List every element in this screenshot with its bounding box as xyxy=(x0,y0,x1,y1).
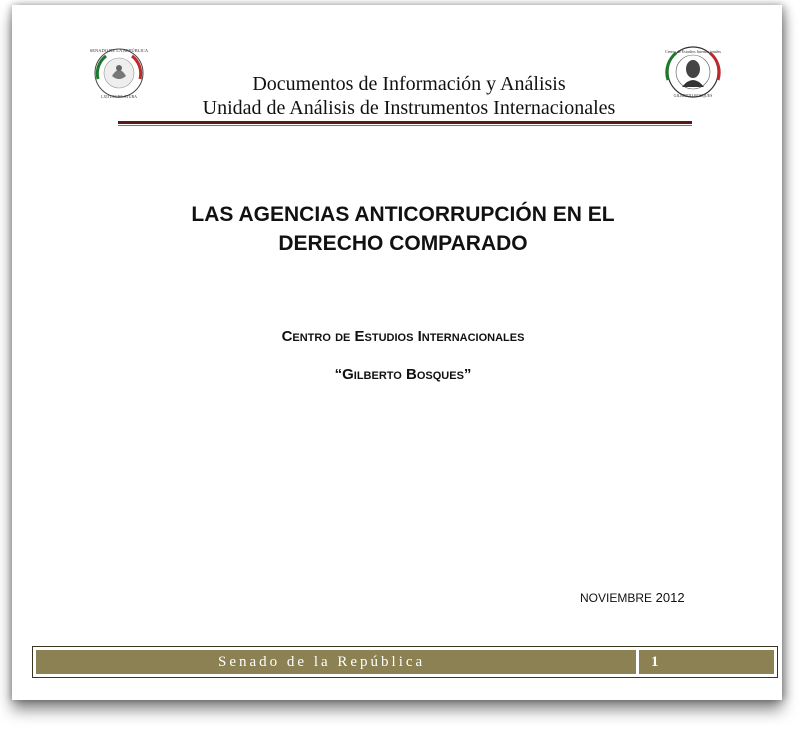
page-number: 1 xyxy=(639,650,774,674)
author-name: “Gilberto Bosques” xyxy=(334,366,472,383)
svg-text:LXII LEGISLATURA: LXII LEGISLATURA xyxy=(100,94,138,99)
document-title-line1: LAS AGENCIAS ANTICORRUPCIÓN EN EL xyxy=(191,203,615,226)
header-title: Documentos de Información y Análisis xyxy=(252,73,566,95)
date-year: 2012 xyxy=(655,590,685,605)
svg-text:SENADO DE LA REPÚBLICA: SENADO DE LA REPÚBLICA xyxy=(89,48,149,53)
date-month: NOVIEMBRE xyxy=(580,591,653,605)
page-footer xyxy=(32,646,778,678)
document-title-line2: DERECHO COMPARADO xyxy=(278,232,528,255)
svg-text:Centro de Estudios Internacion: Centro de Estudios Internacionales xyxy=(665,49,721,54)
svg-text:GILBERTO BOSQUES: GILBERTO BOSQUES xyxy=(673,93,713,98)
header-rule xyxy=(118,121,692,124)
header-rule-thin xyxy=(118,125,692,126)
footer-label: Senado de la República xyxy=(36,650,636,674)
header-subtitle: Unidad de Análisis de Instrumentos Internacionales xyxy=(202,97,616,119)
author-institution: Centro de Estudios Internacionales xyxy=(281,328,525,345)
document-date xyxy=(580,590,685,605)
